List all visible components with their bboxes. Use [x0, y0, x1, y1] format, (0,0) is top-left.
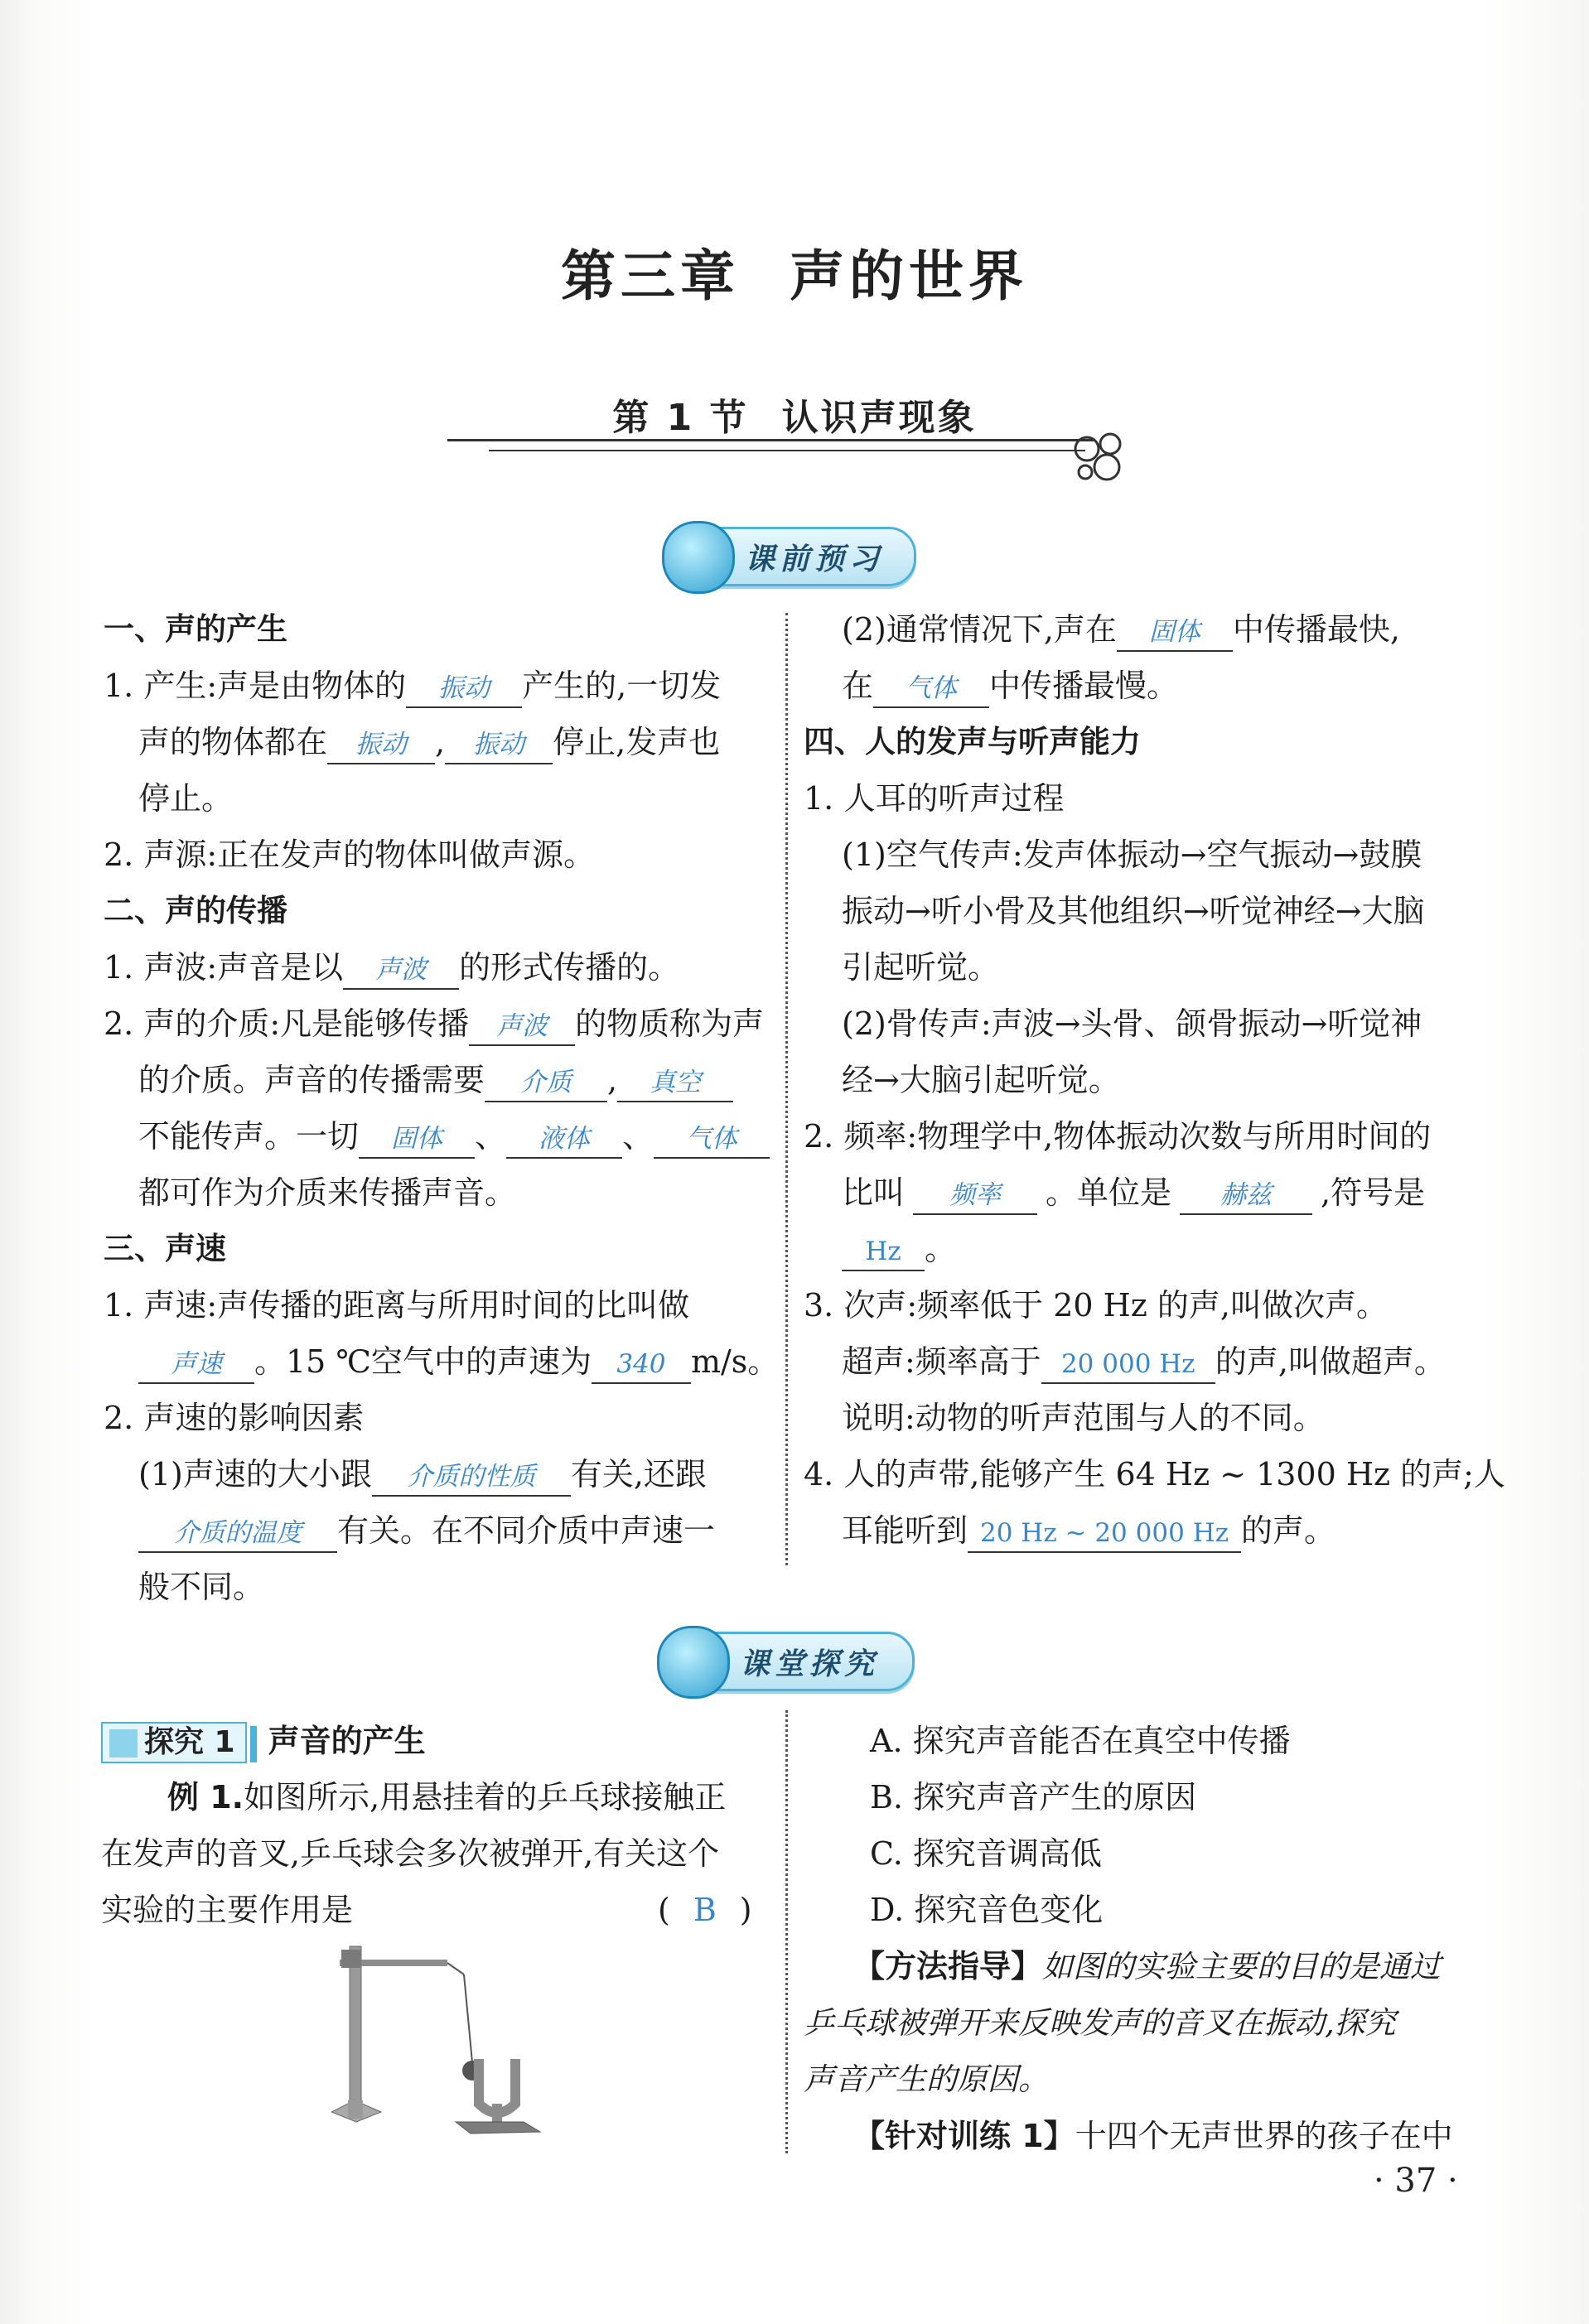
text: 停止。 — [138, 780, 234, 817]
answer-blank: 固体 — [1117, 614, 1233, 652]
text: 引起听觉。 — [842, 949, 1000, 986]
answer-blank: Hz — [842, 1233, 925, 1271]
person-icon — [109, 1729, 138, 1757]
section-title: 第 1 节 认识声现象 — [612, 397, 977, 439]
text: 都可作为介质来传播声音。 — [138, 1174, 517, 1211]
answer-blank: 频率 — [913, 1177, 1037, 1215]
text: 超声:频率高于 — [842, 1343, 1041, 1380]
text: 有关。在不同介质中声速一 — [337, 1512, 716, 1549]
text: 4. 人的声带,能够产生 64 Hz ~ 1300 Hz 的声;人 — [804, 1456, 1505, 1492]
explore-title: 声音的产生 — [268, 1723, 426, 1759]
text: 不能传声。一切 — [138, 1118, 360, 1155]
magnifier-icon — [657, 1626, 730, 1699]
text: 3. 次声:频率低于 20 Hz 的声,叫做次声。 — [804, 1287, 1388, 1324]
page-number: · 37 · — [1374, 2162, 1458, 2200]
heading-sound-propagation: 二、声的传播 — [104, 893, 287, 928]
answer-blank: 真空 — [617, 1064, 733, 1102]
title-rule — [447, 439, 1094, 441]
bubbles-icon — [1069, 431, 1135, 489]
text: 1. 产生:声是由物体的 — [104, 668, 407, 704]
tuning-fork-apparatus-figure — [331, 1938, 563, 2137]
answer-blank: 振动 — [327, 726, 435, 764]
text: ( — [658, 1892, 670, 1928]
text: (2)骨传声:声波→头骨、颌骨振动→听觉神 — [842, 1005, 1422, 1042]
text: 停止,发声也 — [553, 724, 721, 760]
explore-tag-label: 探究 1 — [144, 1725, 235, 1759]
text: 如图的实验主要的目的是通过 — [1042, 1949, 1442, 1984]
answer-blank: 20 000 Hz — [1041, 1346, 1215, 1384]
text: 实验的主要作用是 — [101, 1892, 354, 1928]
location-pin-icon — [662, 521, 735, 594]
text: 2. 声源:正在发声的物体叫做声源。 — [104, 837, 596, 873]
text: , — [607, 1062, 618, 1098]
text: 说明:动物的听声范围与人的不同。 — [842, 1400, 1325, 1436]
explore-right-column — [804, 1713, 1491, 2164]
heading-voice-and-hearing: 四、人的发声与听声能力 — [804, 724, 1141, 759]
column-divider — [785, 1710, 788, 2153]
example-label: 例 1. — [167, 1779, 244, 1815]
answer-blank: 声波 — [469, 1008, 575, 1046]
text: 十四个无声世界的孩子在中 — [1075, 2118, 1453, 2154]
text: ) — [739, 1892, 752, 1928]
text: 耳能听到 — [842, 1512, 968, 1549]
answer-blank: 介质的性质 — [372, 1459, 571, 1497]
answer-blank: 340 — [592, 1346, 691, 1384]
text: (1)空气传声:发声体振动→空气振动→鼓膜 — [842, 837, 1422, 873]
chapter-title: 第三章 声的世界 — [561, 243, 1028, 308]
text: ,符号是 — [1321, 1174, 1426, 1211]
explore-tag — [101, 1722, 247, 1763]
text: 中传播最快, — [1232, 611, 1401, 648]
text: 振动→听小骨及其他组织→听觉神经→大脑 — [842, 893, 1425, 929]
text: 产生的,一切发 — [522, 668, 722, 704]
text: 。 — [925, 1231, 957, 1267]
text: 的声。 — [1241, 1512, 1336, 1549]
explore-badge — [664, 1632, 915, 1691]
text: 。15 ℃空气中的声速为 — [254, 1343, 592, 1380]
text: 乒乓球被弹开来反映发声的音叉在振动,探究 — [804, 2005, 1396, 2041]
text: 的声,叫做超声。 — [1215, 1343, 1446, 1380]
left-column — [104, 601, 780, 1615]
text: 2. 声的介质:凡是能够传播 — [104, 1005, 470, 1042]
method-guide-label: 【方法指导】 — [853, 1948, 1043, 1984]
text: 、 — [475, 1118, 507, 1155]
text: 有关,还跟 — [570, 1456, 707, 1492]
text: 中传播最慢。 — [989, 668, 1179, 704]
heading-sound-production: 一、声的产生 — [104, 611, 287, 647]
training-label: 【针对训练 1】 — [853, 2118, 1075, 2154]
answer-blank: 赫兹 — [1180, 1177, 1312, 1215]
answer-blank: 介质 — [485, 1064, 607, 1102]
text: , — [435, 724, 446, 760]
text: 在发声的音叉,乒乓球会多次被弹开,有关这个 — [101, 1835, 720, 1872]
preview-badge — [669, 527, 916, 586]
text: 、 — [622, 1118, 654, 1155]
text: 的形式传播的。 — [459, 949, 680, 986]
option-a: A. 探究声音能否在真空中传播 — [870, 1723, 1291, 1759]
answer-blank: 振动 — [406, 670, 522, 708]
option-c: C. 探究音调高低 — [870, 1835, 1102, 1872]
text: 在 — [842, 668, 874, 704]
text: 1. 声速:声传播的距离与所用时间的比叫做 — [104, 1287, 690, 1324]
right-column — [804, 601, 1505, 1559]
column-divider — [785, 613, 788, 1565]
text: 比叫 — [842, 1174, 906, 1211]
option-d: D. 探究音色变化 — [870, 1892, 1104, 1928]
explore-badge-label: 课堂探究 — [740, 1647, 880, 1681]
answer-blank: 液体 — [506, 1121, 622, 1159]
text: 的物质称为声 — [575, 1005, 765, 1042]
answer-blank: 介质的温度 — [138, 1515, 337, 1553]
text: (1)声速的大小跟 — [138, 1456, 372, 1492]
answer-blank: 振动 — [445, 726, 553, 764]
preview-badge-label: 课前预习 — [745, 542, 885, 576]
title-rule — [489, 450, 1085, 451]
example-answer: B — [693, 1892, 717, 1928]
answer-blank: 气体 — [873, 670, 989, 708]
text: (2)通常情况下,声在 — [842, 611, 1117, 648]
tag-bar — [250, 1726, 257, 1762]
answer-bracket — [658, 1882, 752, 1938]
text: 如图所示,用悬挂着的乒乓球接触正 — [244, 1779, 727, 1815]
text: 2. 频率:物理学中,物体振动次数与所用时间的 — [804, 1118, 1432, 1155]
heading-sound-speed: 三、声速 — [104, 1231, 226, 1266]
text: 声音产生的原因。 — [804, 2061, 1049, 2097]
answer-blank: 20 Hz ~ 20 000 Hz — [968, 1515, 1241, 1553]
text: 的介质。声音的传播需要 — [138, 1062, 485, 1098]
answer-blank: 声速 — [138, 1346, 254, 1384]
text: 1. 人耳的听声过程 — [804, 780, 1065, 817]
answer-blank: 气体 — [654, 1121, 770, 1159]
text: 声的物体都在 — [138, 724, 328, 760]
text: 2. 声速的影响因素 — [104, 1400, 365, 1436]
text: 般不同。 — [138, 1569, 265, 1605]
text: 。单位是 — [1046, 1174, 1172, 1211]
option-b: B. 探究声音产生的原因 — [870, 1779, 1197, 1815]
answer-blank: 固体 — [359, 1121, 475, 1159]
answer-blank: 声波 — [343, 952, 459, 990]
explore-left-column — [101, 1713, 772, 1938]
text: 经→大脑引起听觉。 — [842, 1062, 1120, 1098]
text: 1. 声波:声音是以 — [104, 949, 344, 986]
text: m/s。 — [690, 1343, 780, 1380]
